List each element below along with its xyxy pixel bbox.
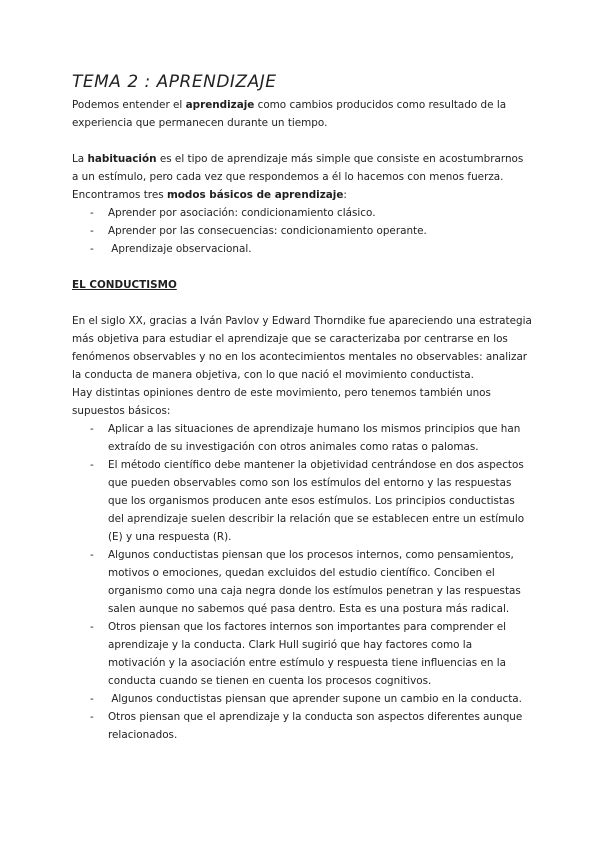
habituation-bold-term: habituación <box>87 153 157 165</box>
section-heading: EL CONDUCTISMO <box>72 279 177 291</box>
assumptions-intro: Hay distintas opiniones dentro de este movimiento, pero tenemos también unos supuestos básicos: <box>72 387 491 417</box>
list-item: - Algunos conductistas piensan que aprender supone un cambio en la conducta. <box>90 690 532 708</box>
intro-text-start: Podemos entender el <box>72 99 186 111</box>
conductismo-paragraph: En el siglo XX, gracias a Iván Pavlov y Edward Thorndike fue apareciendo una estrategia más objetiva para estudiar el aprendizaje que se caracterizaba por centrarse en los fenómenos observables y no en los acontecimientos mentales no observables: analizar la conducta de manera objetiva, con lo que nació el movimiento conductista. <box>72 315 532 381</box>
list-item: - Aprender por las consecuencias: condicionamiento operante. <box>90 222 532 240</box>
spacer <box>72 132 532 150</box>
intro-text-end: como cambios producidos como resultado de la experiencia que permanecen durante un tiempo. <box>72 99 507 129</box>
list-item: - Aprendizaje observacional. <box>90 240 532 258</box>
habituation-paragraph <box>72 150 532 186</box>
list-item: - Otros piensan que los factores internos son importantes para comprender el aprendizaje y la conducta. Clark Hull sugirió que hay factores como la motivación y la asociación entre estímulo y respuesta tiene influencias en la conducta cuando se tienen en cuenta los procesos cognitivos. <box>90 618 532 690</box>
intro-bold-term: aprendizaje <box>185 99 255 111</box>
modes-bold-term: modos básicos de aprendizaje <box>166 189 344 201</box>
list-item: - El método científico debe mantener la objetividad centrándose en dos aspectos que pueden observables como son los estímulos del entorno y las respuestas que los organismos producen ante esos estímulos. Los principios conductistas del aprendizaje suelen describir la relación que se establecen entre un estímulo (E) y una respuesta (R). <box>90 456 532 546</box>
modes-text-end: : <box>343 189 347 201</box>
habituation-text-end: es el tipo de aprendizaje más simple que consiste en acostumbrarnos a un estímulo, pero cada vez que respondemos a él lo hacemos con menos fuerza. <box>72 153 524 183</box>
spacer <box>72 258 532 276</box>
intro-paragraph <box>72 96 532 132</box>
list-item: - Algunos conductistas piensan que los procesos internos, como pensamientos, motivos o emociones, quedan excluidos del estudio científico. Conciben el organismo como una caja negra donde los estímulos penetran y las respuestas salen aunque no sabemos qué pasa dentro. Esta es una postura más radical. <box>90 546 532 618</box>
list-item: - Aprender por asociación: condicionamiento clásico. <box>90 204 532 222</box>
list-item: - Otros piensan que el aprendizaje y la conducta son aspectos diferentes aunque relacionados. <box>90 708 532 744</box>
modes-paragraph <box>72 186 532 204</box>
modes-list <box>72 204 532 258</box>
page-title: TEMA 2 : APRENDIZAJE <box>72 72 277 92</box>
spacer <box>72 294 532 312</box>
document-page <box>72 72 532 744</box>
list-item: - Aplicar a las situaciones de aprendizaje humano los mismos principios que han extraído de su investigación con otros animales como ratas o palomas. <box>90 420 532 456</box>
habituation-text-start: La <box>72 153 88 165</box>
modes-text-start: Encontramos tres <box>72 189 167 201</box>
assumptions-list <box>72 420 532 744</box>
